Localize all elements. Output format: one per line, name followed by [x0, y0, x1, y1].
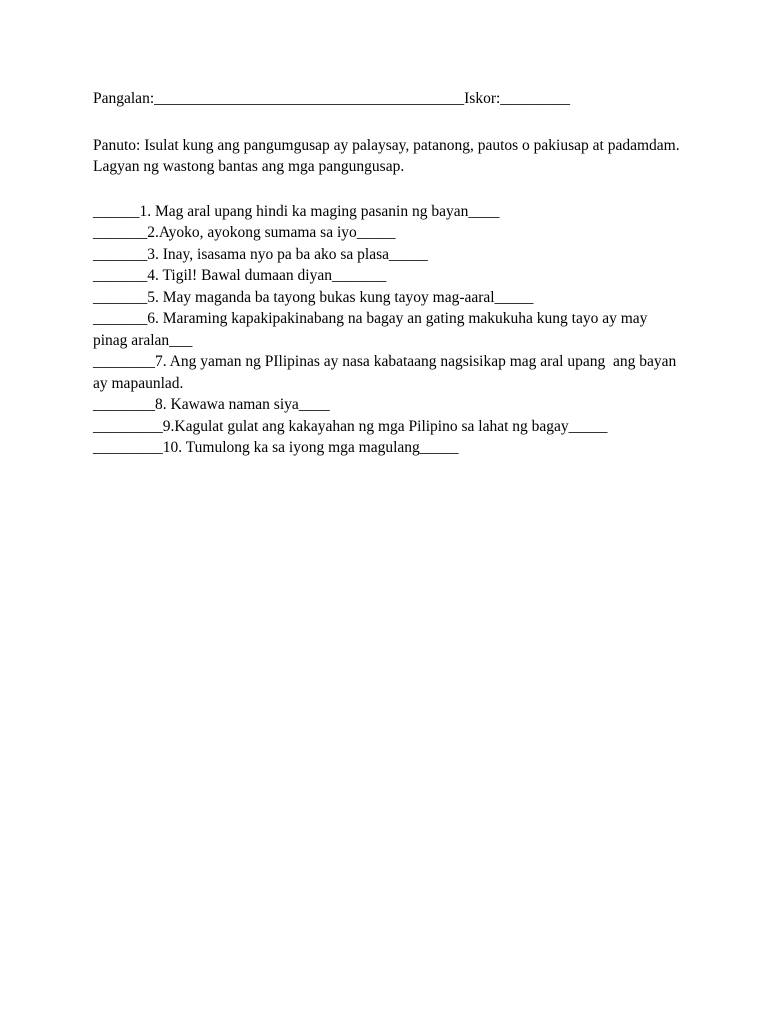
exercise-item-6: _______6. Maraming kapakipakinabang na bagay an gating makukuha kung tayo ay may pinag aralan___ — [93, 310, 652, 349]
exercise-item-8: ________8. Kawawa naman siya____ — [93, 396, 330, 413]
instructions: Panuto: Isulat kung ang pangumgusap ay palaysay, patanong, pautos o pakiusap at padamdam. Lagyan ng wastong bantas ang mga pangungusap. — [93, 136, 680, 175]
worksheet-page — [93, 88, 683, 459]
exercise-item-9: _________9.Kagulat gulat ang kakayahan ng mga Pilipino sa lahat ng bagay_____ — [93, 417, 608, 435]
exercise-item-2: _______2.Ayoko, ayokong sumama sa iyo_____ — [93, 224, 396, 241]
exercise-item-4: _______4. Tigil! Bawal dumaan diyan_______ — [93, 267, 387, 284]
exercise-item-10: _________10. Tumulong ka sa iyong mga magulang_____ — [93, 439, 459, 456]
exercise-list — [93, 201, 683, 459]
exercise-item-7: ________7. Ang yaman ng PIlipinas ay nasa kabataang nagsisikap mag aral upang ang bayan ay mapaunlad. — [93, 353, 681, 392]
exercise-item-5: _______5. May maganda ba tayong bukas kung tayoy mag-aaral_____ — [93, 288, 534, 306]
exercise-item-1: ______1. Mag aral upang hindi ka maging pasanin ng bayan____ — [93, 202, 500, 220]
name-score-line: Pangalan:________________________________________Iskor:_________ — [93, 90, 571, 107]
exercise-item-3: _______3. Inay, isasama nyo pa ba ako sa plasa_____ — [93, 245, 428, 263]
